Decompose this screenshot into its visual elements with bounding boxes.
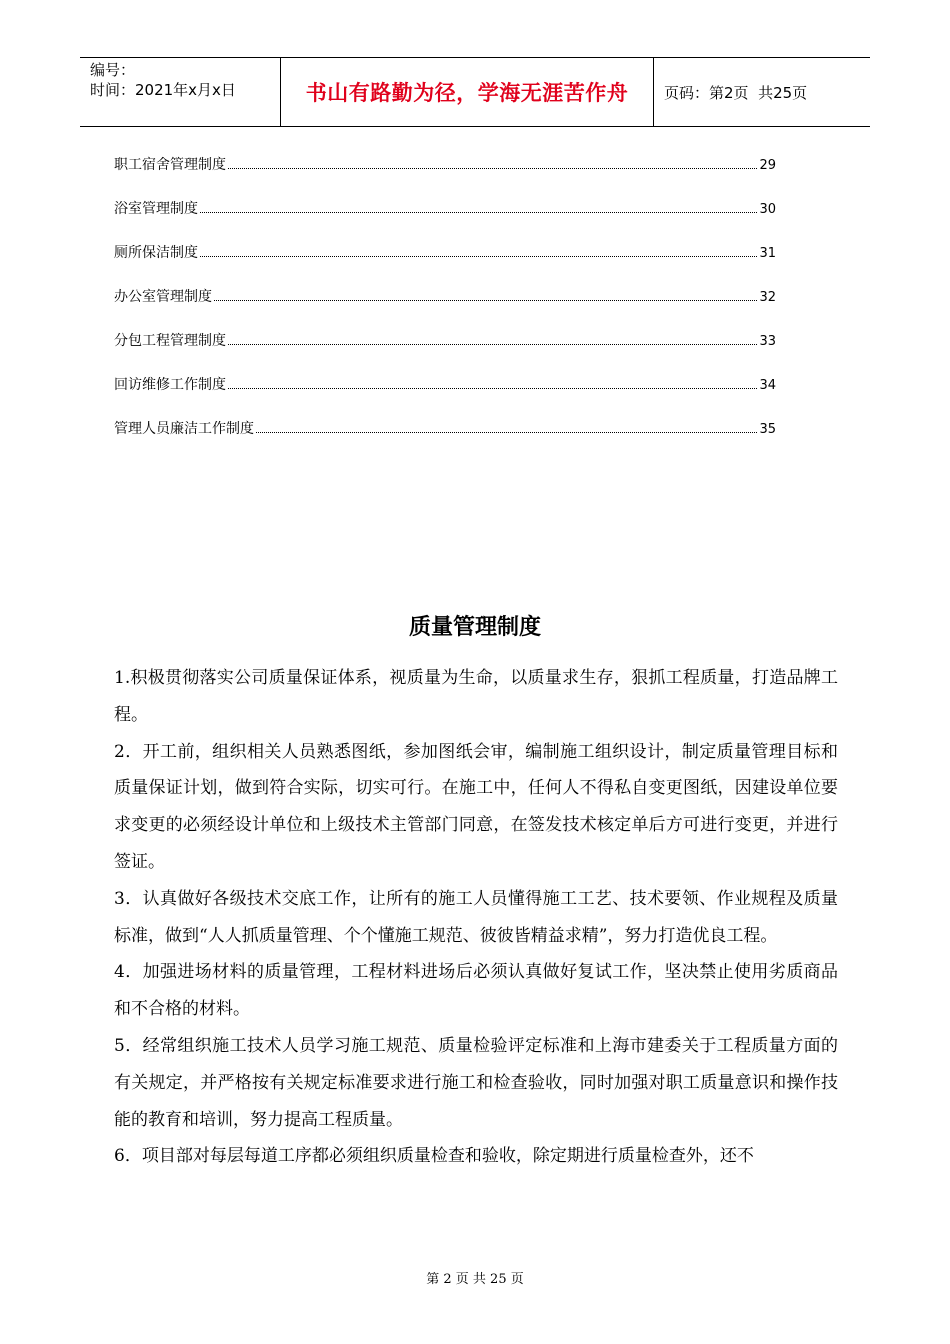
- toc-title: 厕所保洁制度: [114, 245, 198, 261]
- header-motto-cell: [281, 58, 654, 126]
- toc-entry[interactable]: [114, 198, 776, 242]
- toc-page-number: 33: [759, 334, 776, 349]
- toc-entry[interactable]: [114, 418, 776, 462]
- toc-entry[interactable]: [114, 330, 776, 374]
- paragraph: 5．经常组织施工技术人员学习施工规范、质量检验评定标准和上海市建委关于工程质量方面的有关规定，并严格按有关规定标准要求进行施工和检查验收，同时加强对职工质量意识和操作技能的教育和培训，努力提高工程质量。: [114, 1035, 838, 1130]
- toc-title: 办公室管理制度: [114, 289, 212, 305]
- section-title: 质量管理制度: [408, 615, 541, 640]
- page-footer: 第 2 页 共 25 页: [426, 1272, 524, 1287]
- toc-leader: [228, 387, 757, 389]
- toc-title: 分包工程管理制度: [114, 333, 226, 349]
- table-of-contents: [114, 154, 776, 462]
- toc-page-number: 30: [759, 202, 776, 217]
- toc-leader: [228, 167, 757, 169]
- toc-page-number: 29: [759, 158, 776, 173]
- time-label: 时间：2021年x月x日: [90, 81, 236, 99]
- header-page-cell: [654, 58, 870, 126]
- toc-leader: [200, 211, 757, 213]
- toc-title: 职工宿舍管理制度: [114, 157, 226, 173]
- toc-leader: [200, 255, 757, 257]
- toc-title: 管理人员廉洁工作制度: [114, 421, 254, 437]
- toc-entry[interactable]: [114, 374, 776, 418]
- toc-leader: [214, 299, 757, 301]
- page-info: 页码：第2页 共25页: [664, 83, 808, 102]
- toc-page-number: 34: [759, 378, 776, 393]
- toc-page-number: 31: [759, 246, 776, 261]
- toc-leader: [228, 343, 757, 345]
- motto: 书山有路勤为径，学海无涯苦作舟: [305, 81, 629, 105]
- paragraph: 3．认真做好各级技术交底工作，让所有的施工人员懂得施工工艺、技术要领、作业规程及质量标准，做到“人人抓质量管理、个个懂施工规范、彼彼皆精益求精”，努力打造优良工程。: [114, 888, 838, 946]
- paragraph: 1.积极贯彻落实公司质量保证体系，视质量为生命，以质量求生存，狠抓工程质量，打造品牌工程。: [114, 668, 838, 725]
- toc-entry[interactable]: [114, 242, 776, 286]
- section-body: [114, 660, 838, 1175]
- toc-entry[interactable]: [114, 286, 776, 330]
- paragraph: 2．开工前，组织相关人员熟悉图纸，参加图纸会审，编制施工组织设计，制定质量管理目标和质量保证计划，做到符合实际，切实可行。在施工中，任何人不得私自变更图纸，因建设单位要求变更的必须经设计单位和上级技术主管部门同意，在签发技术核定单后方可进行变更，并进行签证。: [114, 741, 838, 872]
- toc-entry[interactable]: [114, 154, 776, 198]
- toc-leader: [256, 431, 757, 433]
- header-meta-cell: [80, 58, 281, 126]
- number-label: 编号：: [90, 61, 136, 79]
- toc-title: 回访维修工作制度: [114, 377, 226, 393]
- toc-page-number: 35: [759, 422, 776, 437]
- toc-page-number: 32: [759, 290, 776, 305]
- paragraph: 4．加强进场材料的质量管理，工程材料进场后必须认真做好复试工作，坚决禁止使用劣质商品和不合格的材料。: [114, 962, 838, 1020]
- toc-title: 浴室管理制度: [114, 201, 198, 217]
- page-header: [80, 57, 870, 127]
- paragraph: 6．项目部对每层每道工序都必须组织质量检查和验收，除定期进行质量检查外，还不: [114, 1146, 754, 1167]
